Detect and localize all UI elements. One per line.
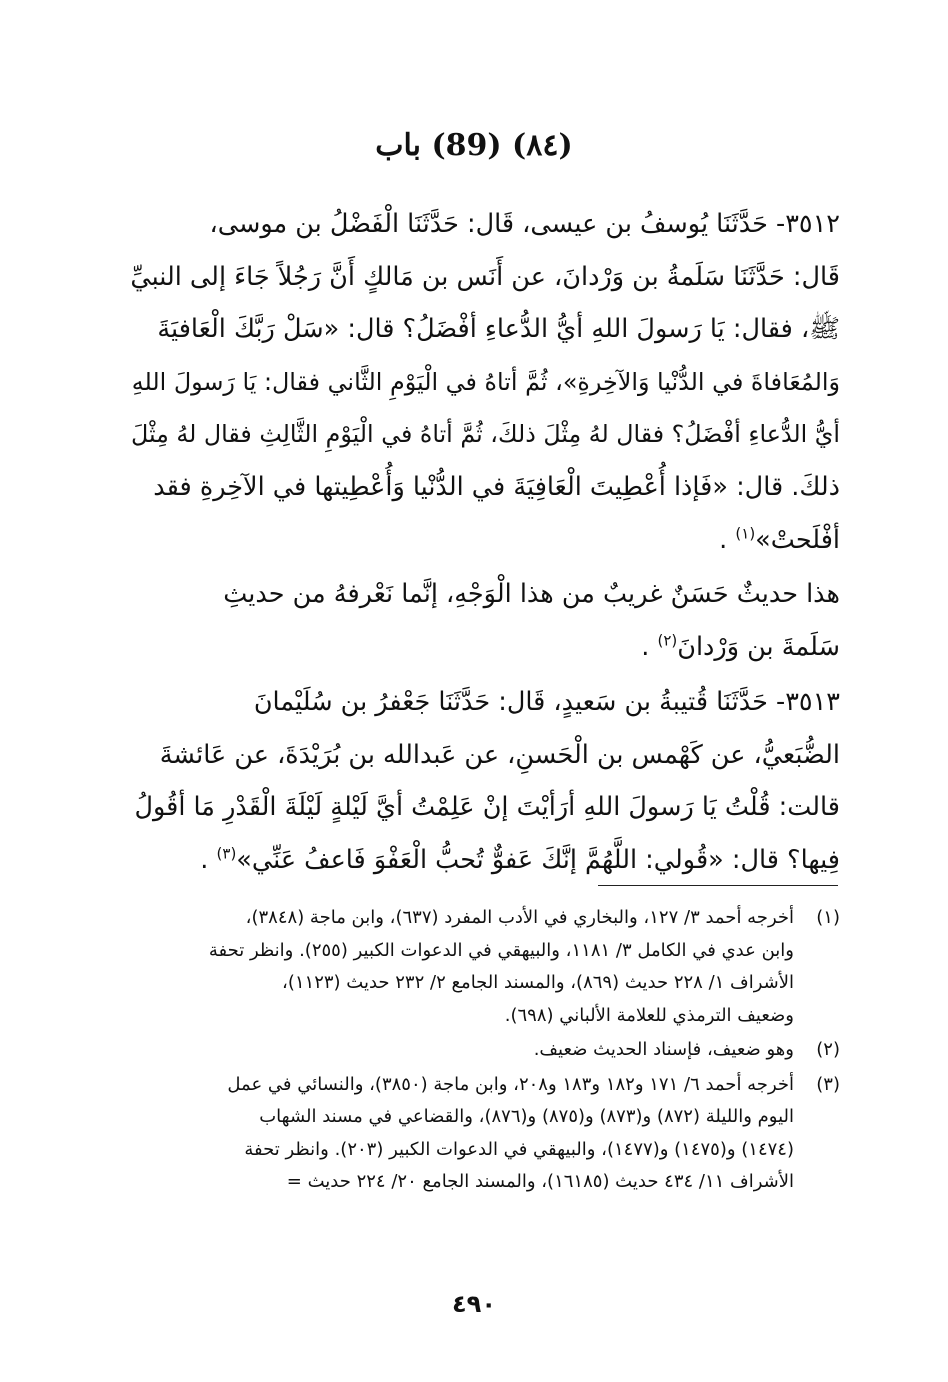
last-line-text: فِيها؟ قال: «قُولي: اللَّهُمَّ إنَّكَ عَفوٌّ تُحبُّ الْعَفْوَ فَاعفُ عَنِّي» xyxy=(236,844,840,875)
footnote-line: الأشراف ١/ ٢٢٨ حديث (٨٦٩)، والمسند الجامع ٢/ ٢٣٢ حديث (١١٢٣)، xyxy=(282,972,794,993)
footnote-line: اليوم والليلة (٨٧٢) و(٨٧٣) و(٨٧٥) و(٨٧٦)، والقضاعي في مسند الشهاب xyxy=(259,1106,794,1127)
text-line: قالت: قُلْتُ يَا رَسولَ اللهِ أرَأيْتَ إنْ عَلِمْتُ أيَّ لَيْلةٍ لَيْلَةَ الْقَدْرِ مَا أقُولُ xyxy=(134,792,840,823)
footnote-text xyxy=(124,902,794,1032)
footnote-3 xyxy=(124,1069,840,1199)
footnote-text xyxy=(124,1069,794,1199)
footnote-line: وابن عدي في الكامل ٣/ ١١٨١، والبيهقي في الدعوات الكبير (٢٥٥). وانظر تحفة xyxy=(208,939,794,961)
text-line: أيُّ الدُّعاءِ أفْضَلُ؟ فقال لهُ مِثْلَ ذلكَ، ثُمَّ أتاهُ في الْيَوْمِ الثَّالِثِ فقال لهُ مِثْلَ xyxy=(130,420,840,449)
end-mark: . xyxy=(641,631,650,662)
footnote-separator xyxy=(598,885,838,886)
text-line: وَالمُعَافاةَ في الدُّنْيا وَالآخِرةِ»، ثُمَّ أتاهُ في الْيَوْمِ الثَّاني فقال: يَا رَسولَ اللهِ xyxy=(131,367,840,396)
footnote-reference: (١) xyxy=(735,524,756,543)
text-line xyxy=(124,834,840,887)
chapter-title: (٨٤) (89) باب xyxy=(375,128,573,163)
footnote-1 xyxy=(124,902,840,1032)
text-line: ٣٥١٣- حَدَّثَنَا قُتيبةُ بن سَعيدٍ، قَال: حَدَّثَنَا جَعْفرُ بن سُلَيْمانَ xyxy=(253,687,840,717)
footnote-line: أخرجه أحمد ٦/ ١٧١ و١٨٢ و١٨٣ و٢٠٨، وابن ماجة (٣٨٥٠)، والنسائي في عمل xyxy=(227,1073,794,1095)
footnote-line: وضعيف الترمذي للعلامة الألباني (٦٩٨). xyxy=(504,1004,794,1026)
footnote-number: (٣) xyxy=(816,1073,840,1095)
footnote-number: (٢) xyxy=(816,1039,840,1060)
end-mark: . xyxy=(200,844,209,875)
footnote-line: الأشراف ١١/ ٤٣٤ حديث (١٦١٨٥)، والمسند الجامع ٢٠/ ٢٢٤ حديث = xyxy=(286,1171,794,1192)
footnote-2 xyxy=(124,1034,840,1067)
page-number: ٤٩٠ xyxy=(452,1290,496,1318)
text-line: ٣٥١٢- حَدَّثَنَا يُوسفُ بن عيسى، قَال: حَدَّثَنَا الْفَضْلُ بن موسى، xyxy=(209,209,840,239)
footnote-line: (١٤٧٤) و(١٤٧٥) و(١٤٧٧)، والبيهقي في الدعوات الكبير (٢٠٣). وانظر تحفة xyxy=(244,1138,794,1160)
footnote-line: أخرجه أحمد ٣/ ١٢٧، والبخاري في الأدب المفرد (٦٣٧)، وابن ماجة (٣٨٤٨)، xyxy=(245,907,794,928)
last-line-text: سَلَمةَ بن وَرْدانَ xyxy=(677,631,840,662)
text-line: الضُّبَعيُّ، عن كَهْمس بن الْحَسنِ، عن عَبدالله بن بُرَيْدَةَ، عن عَائشةَ xyxy=(159,739,840,770)
footnote-number: (١) xyxy=(816,907,840,928)
footnotes xyxy=(124,902,840,1201)
text-line: ذلكَ. قال: «فَإذا أُعْطِيتَ الْعَافِيَةَ في الدُّنْيا وَأُعْطِيتها في الآخِرةِ فقد xyxy=(153,471,840,502)
hadith-3513 xyxy=(124,676,840,886)
hadith-3512 xyxy=(124,198,840,566)
footnote-line: وهو ضعيف، فإسناد الحديث ضعيف. xyxy=(533,1039,794,1060)
text-line xyxy=(124,514,840,567)
text-line: قَال: حَدَّثَنَا سَلَمةُ بن وَرْدانَ، عن أَنَس بن مَالكٍ أَنَّ رَجُلاً جَاءَ إلى النبيِّ xyxy=(130,261,840,292)
text-line: ﷺ، فقال: يَا رَسولَ اللهِ أيُّ الدُّعاءِ أفْضَلُ؟ قال: «سَلْ رَبَّكَ الْعَافيَةَ xyxy=(157,314,840,345)
footnote-text xyxy=(124,1034,794,1067)
end-mark: . xyxy=(719,524,728,555)
last-line-text: أفْلَحتْ» xyxy=(755,524,840,555)
text-line xyxy=(124,621,840,674)
text-line: هذا حديثٌ حَسَنٌ غريبٌ من هذا الْوَجْهِ، إنَّما نَعْرفهُ من حديثِ xyxy=(223,579,840,609)
hadith-grading xyxy=(124,568,840,673)
footnote-reference: (٢) xyxy=(657,631,678,650)
footnote-reference: (٣) xyxy=(216,844,237,863)
